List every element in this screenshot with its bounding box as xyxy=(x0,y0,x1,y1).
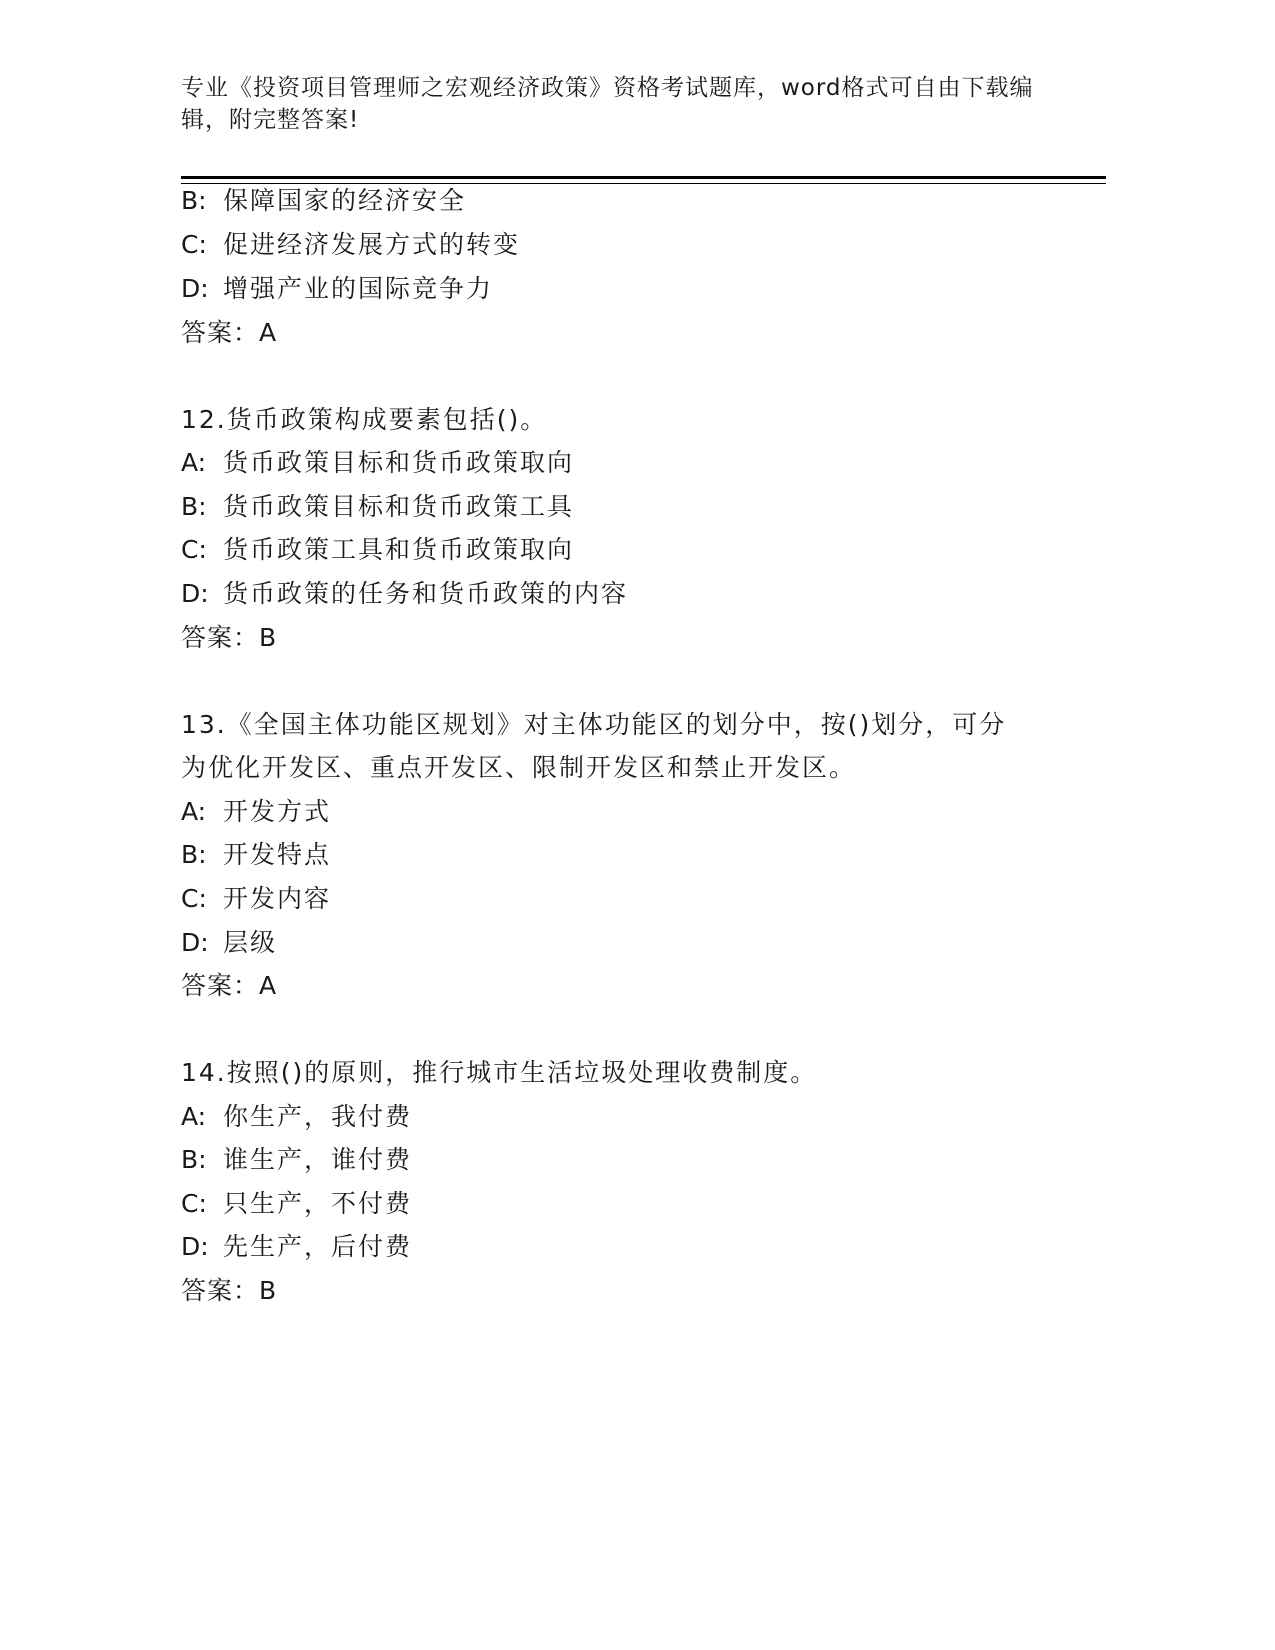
q14-option-c xyxy=(181,1187,412,1221)
option-letter: D: xyxy=(181,579,209,608)
q14-option-a xyxy=(181,1100,412,1134)
header-line-1: 专业《投资项目管理师之宏观经济政策》资格考试题库，word格式可自由下载编 xyxy=(181,75,1034,101)
option-text: 层级 xyxy=(223,928,278,957)
q11-option-b xyxy=(181,184,466,218)
q12-option-b xyxy=(181,490,574,524)
option-text: 货币政策目标和货币政策工具 xyxy=(223,492,575,521)
option-text: 货币政策的任务和货币政策的内容 xyxy=(223,579,629,608)
q12-option-d xyxy=(181,577,628,611)
option-letter: B: xyxy=(181,186,207,215)
option-letter: C: xyxy=(181,1189,207,1218)
option-text: 开发特点 xyxy=(223,840,332,869)
option-letter: C: xyxy=(181,230,207,259)
q11-option-c xyxy=(181,228,520,262)
document-header xyxy=(181,72,1061,136)
q13-option-d xyxy=(181,926,277,960)
q12-option-a xyxy=(181,446,574,480)
option-text: 你生产，我付费 xyxy=(223,1102,413,1131)
option-text: 谁生产，谁付费 xyxy=(223,1145,413,1174)
option-letter: D: xyxy=(181,1232,209,1261)
option-letter: A: xyxy=(181,797,207,826)
header-rule-thick xyxy=(181,176,1106,179)
q13-option-b xyxy=(181,838,331,872)
q14-option-b xyxy=(181,1143,412,1177)
q12-option-c xyxy=(181,533,574,567)
q11-answer: 答案：A xyxy=(181,318,278,347)
q13-question-line-1: 13.《全国主体功能区规划》对主体功能区的划分中，按()划分，可分 xyxy=(181,710,1007,739)
q13-answer: 答案：A xyxy=(181,971,278,1000)
option-letter: B: xyxy=(181,492,207,521)
option-text: 开发内容 xyxy=(223,884,332,913)
option-text: 货币政策目标和货币政策取向 xyxy=(223,448,575,477)
q14-question: 14.按照()的原则，推行城市生活垃圾处理收费制度。 xyxy=(181,1058,818,1087)
option-text: 增强产业的国际竞争力 xyxy=(223,274,494,303)
option-letter: D: xyxy=(181,928,209,957)
option-text: 只生产，不付费 xyxy=(223,1189,413,1218)
option-letter: A: xyxy=(181,448,207,477)
option-letter: B: xyxy=(181,1145,207,1174)
option-text: 货币政策工具和货币政策取向 xyxy=(223,535,575,564)
option-letter: B: xyxy=(181,840,207,869)
q14-option-d xyxy=(181,1230,412,1264)
q13-option-a xyxy=(181,795,331,829)
q12-answer: 答案：B xyxy=(181,623,278,652)
option-letter: C: xyxy=(181,535,207,564)
option-letter: D: xyxy=(181,274,209,303)
option-text: 促进经济发展方式的转变 xyxy=(223,230,521,259)
q14-answer: 答案：B xyxy=(181,1276,278,1305)
q12-question: 12.货币政策构成要素包括()。 xyxy=(181,405,548,434)
q13-option-c xyxy=(181,882,331,916)
q11-option-d xyxy=(181,272,493,306)
option-letter: A: xyxy=(181,1102,207,1131)
option-text: 开发方式 xyxy=(223,797,332,826)
q13-question-line-2: 为优化开发区、重点开发区、限制开发区和禁止开发区。 xyxy=(181,753,857,782)
option-text: 先生产，后付费 xyxy=(223,1232,413,1261)
option-text: 保障国家的经济安全 xyxy=(223,186,467,215)
header-line-2: 辑，附完整答案! xyxy=(181,107,360,133)
option-letter: C: xyxy=(181,884,207,913)
